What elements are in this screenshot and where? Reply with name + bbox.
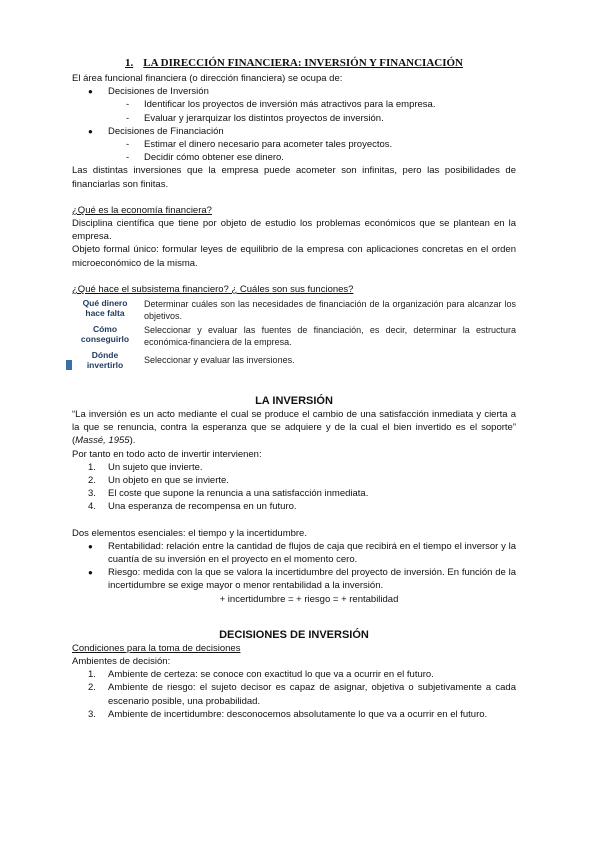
- list-item: 3. El coste que supone la renuncia a una satisfacción inmediata.: [88, 488, 369, 500]
- bullet-marker: ●: [88, 87, 93, 97]
- function-label: Dónde invertirlo: [72, 350, 138, 370]
- intro-paragraph: El área funcional financiera (o dirección financiera) se ocupa de:: [72, 73, 343, 84]
- bullet-item: ● Decisiones de Financiación: [88, 125, 224, 137]
- decisiones-lead: Ambientes de decisión:: [72, 655, 171, 667]
- section-title: 1. LA DIRECCIÓN FINANCIERA: INVERSIÓN Y FINANCIACIÓN: [125, 57, 463, 69]
- inversion-title: LA INVERSIÓN: [255, 395, 333, 408]
- document-page: [72, 56, 516, 721]
- list-item: 2. Ambiente de riesgo: el sujeto decisor es capaz de asignar, objetiva o subjetivamente a cada escenario posible, una probabilidad.: [88, 682, 516, 707]
- bullet-item: ● Decisiones de Inversión: [88, 86, 209, 98]
- function-desc: Seleccionar y evaluar las inversiones.: [144, 355, 295, 366]
- bullet-item: ● Rentabilidad: relación entre la cantidad de flujos de caja que recibirá en el tiempo el inversor y la cuantía de su inversión en el proyecto en el momento cero.: [88, 540, 516, 566]
- list-item: 1. Ambiente de certeza: se conoce con exactitud lo que va a ocurrir en el futuro.: [88, 669, 434, 681]
- sub-item: - Decidir cómo obtener ese dinero.: [126, 152, 284, 164]
- list-item: 4. Una esperanza de recompensa en un futuro.: [88, 501, 297, 513]
- function-desc: Seleccionar y evaluar las fuentes de financiación, es decir, determinar la estructura económica-financiera de la empresa.: [144, 325, 516, 348]
- elements-lead: Dos elementos esenciales: el tiempo y la incertidumbre.: [72, 527, 307, 539]
- function-label: Qué dinero hace falta: [82, 298, 128, 319]
- decisiones-subtitle: Condiciones para la toma de decisiones: [72, 642, 241, 654]
- functions-table: [72, 298, 516, 370]
- sub-item: - Estimar el dinero necesario para acometer tales proyectos.: [126, 139, 393, 151]
- bullet-item: ● Riesgo: medida con la que se valora la incertidumbre del proyecto de inversión. En función de la incertidumbre se exige mayor o menor rentabilidad a la inversión.: [88, 567, 516, 592]
- function-desc: Determinar cuáles son las necesidades de financiación de la organización para alcanzar los objetivos.: [144, 299, 516, 322]
- economia-line-2: Objeto formal único: formular leyes de equilibrio de la empresa con aplicaciones concretas en el orden microeconómico de la misma.: [72, 244, 516, 269]
- function-label: Cómo conseguirlo: [80, 324, 130, 345]
- section-number: 1.: [125, 57, 134, 69]
- economia-line-1: Disciplina científica que tiene por objeto de estudio los problemas económicos que se plantean en la empresa.: [72, 218, 516, 243]
- bookmark-icon: [66, 360, 72, 370]
- closing-paragraph: Las distintas inversiones que la empresa puede acometer son infinitas, pero las posibilidades de financiarlas son finitas.: [72, 165, 516, 190]
- inversion-quote: “La inversión es un acto mediante el cual se produce el cambio de una satisfacción inmediata y cierta a la que se renuncia, contra la esperanza que se adquiere y de la cual el bien invertido es el soporte” (Massé, 1955).: [72, 409, 516, 447]
- decisiones-title: DECISIONES DE INVERSIÓN: [219, 628, 369, 641]
- bullet-marker: ●: [88, 126, 93, 136]
- sub-item: - Identificar los proyectos de inversión más atractivos para la empresa.: [126, 99, 436, 111]
- economia-question: ¿Qué es la economía financiera?: [72, 204, 212, 216]
- list-item: 1. Un sujeto que invierte.: [88, 461, 203, 473]
- subsistema-question: ¿Qué hace el subsistema financiero? ¿ Cuáles son sus funciones?: [72, 283, 354, 295]
- sub-item: - Evaluar y jerarquizar los distintos proyectos de inversión.: [126, 112, 384, 124]
- list-item: 3. Ambiente de incertidumbre: desconocemos absolutamente lo que va a ocurrir en el futuro.: [88, 708, 488, 720]
- formula: + incertidumbre = + riesgo = + rentabilidad: [219, 593, 399, 605]
- list-item: 2. Un objeto en que se invierte.: [88, 475, 229, 487]
- inversion-lead: Por tanto en todo acto de invertir intervienen:: [72, 448, 262, 460]
